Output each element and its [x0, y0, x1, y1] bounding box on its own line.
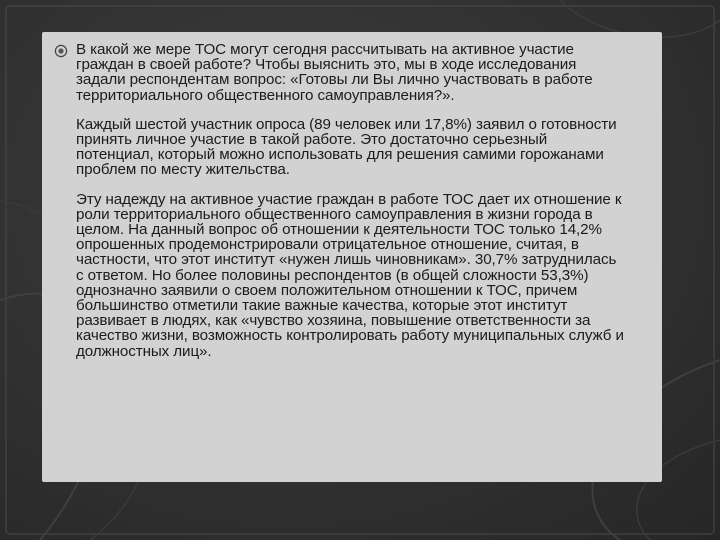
paragraph-3: Эту надежду на активное участие граждан в работе ТОС дает их отношение к роли территориального общественного самоуправления в жизни города в целом. На данный вопрос об отношении к деятельности ТОС только 14,2% опрошенных продемонстрировали отрицательное отношение, считая, в частности, что этот институт «нужен лишь чиновникам». 30,7% затруднилась с ответом. Но более половины респондентов (в общей сложности 53,3%) однозначно заявили о своем положительном отношении к ТОС, причем большинство отметили такие важные качества, которые этот институт развивает в людях, как «чувство хозяина, повышение ответственности за качество жизни, возможность контролировать работу муниципальных служб и должностных лиц». — [76, 190, 624, 360]
body-text — [76, 42, 624, 359]
content-box — [42, 32, 662, 482]
paragraph-2: Каждый шестой участник опроса (89 человек или 17,8%) заявил о готовности принять личное участие в такой работе. Это достаточно серьезный потенциал, который можно использовать для решения самими горожанами проблем по месту жительства. — [76, 115, 617, 179]
circle-target-icon — [54, 44, 68, 58]
paragraph-1: В какой же мере ТОС могут сегодня рассчитывать на активное участие граждан в своей работе? Чтобы выяснить это, мы в ходе исследования задали респондентам вопрос: «Готовы ли Вы лично участвовать в работе территориального общественного самоуправления?». — [76, 41, 593, 104]
